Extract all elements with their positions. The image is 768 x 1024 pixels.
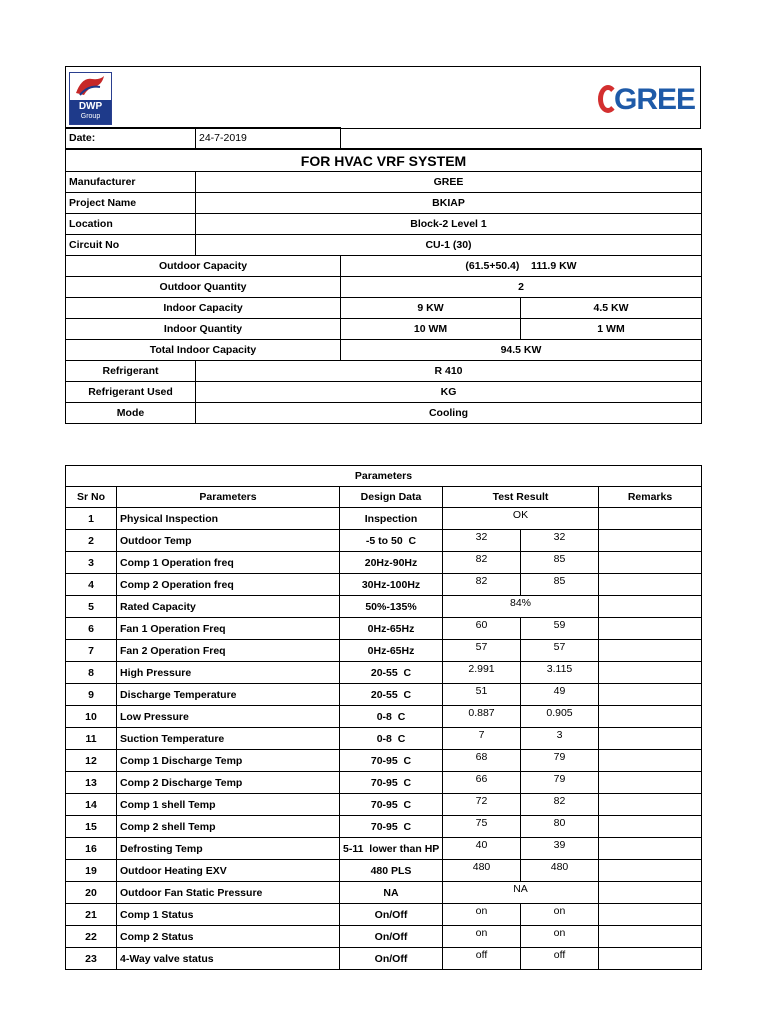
circuit-value: CU-1 (30)	[196, 235, 702, 256]
header-remarks: Remarks	[599, 487, 702, 508]
row-design-data: -5 to 50 C	[340, 530, 443, 552]
project-value: BKIAP	[196, 193, 702, 214]
row-test-result-2: 3.115	[521, 662, 599, 684]
parameters-caption: Parameters	[66, 466, 702, 487]
row-test-result-1: 60	[443, 618, 521, 640]
indoor-quantity-label: Indoor Quantity	[66, 319, 341, 340]
refrigerant-used-value: KG	[196, 382, 702, 403]
row-parameter: Outdoor Heating EXV	[117, 860, 340, 882]
outdoor-quantity-label: Outdoor Quantity	[66, 277, 341, 298]
outdoor-capacity-label: Outdoor Capacity	[66, 256, 341, 277]
row-remarks	[599, 530, 702, 552]
row-design-data: 20-55 C	[340, 662, 443, 684]
refrigerant-used-label: Refrigerant Used	[66, 382, 196, 403]
date-label: Date:	[66, 128, 196, 150]
outdoor-quantity-value: 2	[341, 277, 702, 298]
table-row	[66, 750, 702, 772]
row-design-data: 20Hz-90Hz	[340, 552, 443, 574]
dwp-bird-icon	[70, 73, 111, 100]
manufacturer-value: GREE	[196, 172, 702, 193]
row-sr-no: 19	[66, 860, 117, 882]
row-design-data: 0Hz-65Hz	[340, 618, 443, 640]
row-remarks	[599, 728, 702, 750]
row-parameter: Comp 1 Status	[117, 904, 340, 926]
row-parameter: Physical Inspection	[117, 508, 340, 530]
row-remarks	[599, 706, 702, 728]
row-test-result-2: 79	[521, 772, 599, 794]
row-design-data: 0Hz-65Hz	[340, 640, 443, 662]
header-test-result: Test Result	[443, 487, 599, 508]
row-test-result-2: 57	[521, 640, 599, 662]
row-sr-no: 20	[66, 882, 117, 904]
row-design-data: 70-95 C	[340, 750, 443, 772]
row-test-result-1: 32	[443, 530, 521, 552]
row-test-result-1: 57	[443, 640, 521, 662]
row-test-result-2: 32	[521, 530, 599, 552]
row-test-result-1: on	[443, 926, 521, 948]
row-parameter: Low Pressure	[117, 706, 340, 728]
row-remarks	[599, 574, 702, 596]
row-parameter: Rated Capacity	[117, 596, 340, 618]
row-design-data: NA	[340, 882, 443, 904]
row-design-data: On/Off	[340, 926, 443, 948]
row-sr-no: 12	[66, 750, 117, 772]
total-indoor-value: 94.5 KW	[341, 340, 702, 361]
row-test-result-2: 79	[521, 750, 599, 772]
page-title: FOR HVAC VRF SYSTEM	[66, 149, 702, 172]
table-row	[66, 882, 702, 904]
row-test-result-2: 59	[521, 618, 599, 640]
table-row	[66, 904, 702, 926]
indoor-quantity-value-2: 1 WM	[521, 319, 702, 340]
row-test-result-2: 80	[521, 816, 599, 838]
row-test-result-1: 0.887	[443, 706, 521, 728]
row-test-result-1: 2.991	[443, 662, 521, 684]
table-row	[66, 574, 702, 596]
row-design-data: 0-8 C	[340, 706, 443, 728]
row-sr-no: 16	[66, 838, 117, 860]
row-test-result-1: 40	[443, 838, 521, 860]
row-test-result-1: 51	[443, 684, 521, 706]
row-remarks	[599, 552, 702, 574]
row-remarks	[599, 926, 702, 948]
row-test-result-2: 85	[521, 574, 599, 596]
row-sr-no: 9	[66, 684, 117, 706]
indoor-quantity-value-1: 10 WM	[341, 319, 521, 340]
row-sr-no: 11	[66, 728, 117, 750]
row-test-result-2: 85	[521, 552, 599, 574]
row-design-data: 70-95 C	[340, 772, 443, 794]
row-test-result-2: 49	[521, 684, 599, 706]
row-sr-no: 2	[66, 530, 117, 552]
project-label: Project Name	[66, 193, 196, 214]
table-row	[66, 684, 702, 706]
indoor-capacity-value-1: 9 KW	[341, 298, 521, 319]
table-row	[66, 772, 702, 794]
row-sr-no: 23	[66, 948, 117, 970]
manufacturer-label: Manufacturer	[66, 172, 196, 193]
row-sr-no: 4	[66, 574, 117, 596]
row-remarks	[599, 684, 702, 706]
row-test-result-2: 0.905	[521, 706, 599, 728]
indoor-capacity-value-2: 4.5 KW	[521, 298, 702, 319]
row-sr-no: 3	[66, 552, 117, 574]
row-design-data: 70-95 C	[340, 794, 443, 816]
row-test-result: OK	[443, 508, 599, 530]
row-sr-no: 21	[66, 904, 117, 926]
row-parameter: Comp 1 shell Temp	[117, 794, 340, 816]
table-row	[66, 728, 702, 750]
table-row	[66, 794, 702, 816]
row-parameter: Suction Temperature	[117, 728, 340, 750]
table-row	[66, 948, 702, 970]
table-row	[66, 618, 702, 640]
table-row	[66, 596, 702, 618]
outdoor-capacity-value: (61.5+50.4) 111.9 KW	[341, 256, 702, 277]
row-test-result-2: 3	[521, 728, 599, 750]
row-remarks	[599, 508, 702, 530]
row-design-data: 70-95 C	[340, 816, 443, 838]
table-row	[66, 860, 702, 882]
row-remarks	[599, 640, 702, 662]
table-row	[66, 640, 702, 662]
row-parameter: High Pressure	[117, 662, 340, 684]
row-sr-no: 8	[66, 662, 117, 684]
row-parameter: Discharge Temperature	[117, 684, 340, 706]
row-remarks	[599, 948, 702, 970]
row-design-data: On/Off	[340, 904, 443, 926]
location-label: Location	[66, 214, 196, 235]
row-test-result-1: 480	[443, 860, 521, 882]
row-sr-no: 5	[66, 596, 117, 618]
row-test-result-2: off	[521, 948, 599, 970]
row-remarks	[599, 882, 702, 904]
row-test-result-2: on	[521, 926, 599, 948]
row-parameter: Comp 2 Status	[117, 926, 340, 948]
row-test-result-1: 72	[443, 794, 521, 816]
row-design-data: On/Off	[340, 948, 443, 970]
row-parameter: 4-Way valve status	[117, 948, 340, 970]
table-row	[66, 508, 702, 530]
row-design-data: 5-11 lower than HP	[340, 838, 443, 860]
parameters-table	[65, 465, 702, 970]
row-test-result-1: 82	[443, 574, 521, 596]
row-parameter: Outdoor Temp	[117, 530, 340, 552]
circuit-label: Circuit No	[66, 235, 196, 256]
table-row	[66, 662, 702, 684]
row-remarks	[599, 750, 702, 772]
mode-label: Mode	[66, 403, 196, 424]
gree-logo	[598, 83, 694, 117]
row-remarks	[599, 772, 702, 794]
row-design-data: 50%-135%	[340, 596, 443, 618]
row-test-result-1: off	[443, 948, 521, 970]
mode-value: Cooling	[196, 403, 702, 424]
header-sr-no: Sr No	[66, 487, 117, 508]
row-test-result-1: 68	[443, 750, 521, 772]
row-sr-no: 13	[66, 772, 117, 794]
row-sr-no: 1	[66, 508, 117, 530]
row-parameter: Comp 1 Discharge Temp	[117, 750, 340, 772]
location-value: Block-2 Level 1	[196, 214, 702, 235]
total-indoor-label: Total Indoor Capacity	[66, 340, 341, 361]
date-value: 24-7-2019	[196, 128, 341, 150]
dwp-logo-text: DWP	[78, 101, 103, 112]
row-test-result: 84%	[443, 596, 599, 618]
row-sr-no: 7	[66, 640, 117, 662]
row-sr-no: 6	[66, 618, 117, 640]
dwp-logo	[69, 72, 112, 125]
row-remarks	[599, 838, 702, 860]
gree-logo-text: GREE	[614, 83, 696, 116]
row-test-result-2: 39	[521, 838, 599, 860]
row-remarks	[599, 596, 702, 618]
info-table	[65, 127, 702, 424]
row-test-result-1: 66	[443, 772, 521, 794]
row-remarks	[599, 794, 702, 816]
row-design-data: 0-8 C	[340, 728, 443, 750]
row-test-result-2: on	[521, 904, 599, 926]
dwp-logo-subtext: Group	[80, 113, 101, 120]
row-sr-no: 14	[66, 794, 117, 816]
header-design-data: Design Data	[340, 487, 443, 508]
row-sr-no: 22	[66, 926, 117, 948]
row-parameter: Fan 2 Operation Freq	[117, 640, 340, 662]
indoor-capacity-label: Indoor Capacity	[66, 298, 341, 319]
row-test-result-1: 82	[443, 552, 521, 574]
row-parameter: Defrosting Temp	[117, 838, 340, 860]
table-row	[66, 706, 702, 728]
row-parameter: Comp 2 Operation freq	[117, 574, 340, 596]
row-test-result-2: 480	[521, 860, 599, 882]
row-remarks	[599, 662, 702, 684]
row-parameter: Comp 1 Operation freq	[117, 552, 340, 574]
logo-header	[65, 66, 701, 129]
row-parameter: Fan 1 Operation Freq	[117, 618, 340, 640]
row-test-result-1: on	[443, 904, 521, 926]
refrigerant-label: Refrigerant	[66, 361, 196, 382]
header-parameters: Parameters	[117, 487, 340, 508]
row-parameter: Outdoor Fan Static Pressure	[117, 882, 340, 904]
row-test-result-1: 7	[443, 728, 521, 750]
row-remarks	[599, 816, 702, 838]
table-row	[66, 816, 702, 838]
row-remarks	[599, 860, 702, 882]
row-test-result: NA	[443, 882, 599, 904]
table-row	[66, 530, 702, 552]
row-parameter: Comp 2 shell Temp	[117, 816, 340, 838]
row-design-data: 20-55 C	[340, 684, 443, 706]
row-sr-no: 15	[66, 816, 117, 838]
row-remarks	[599, 618, 702, 640]
row-test-result-2: 82	[521, 794, 599, 816]
row-test-result-1: 75	[443, 816, 521, 838]
row-remarks	[599, 904, 702, 926]
row-design-data: 480 PLS	[340, 860, 443, 882]
table-row	[66, 926, 702, 948]
row-sr-no: 10	[66, 706, 117, 728]
table-row	[66, 838, 702, 860]
refrigerant-value: R 410	[196, 361, 702, 382]
row-design-data: 30Hz-100Hz	[340, 574, 443, 596]
row-parameter: Comp 2 Discharge Temp	[117, 772, 340, 794]
table-row	[66, 552, 702, 574]
row-design-data: Inspection	[340, 508, 443, 530]
